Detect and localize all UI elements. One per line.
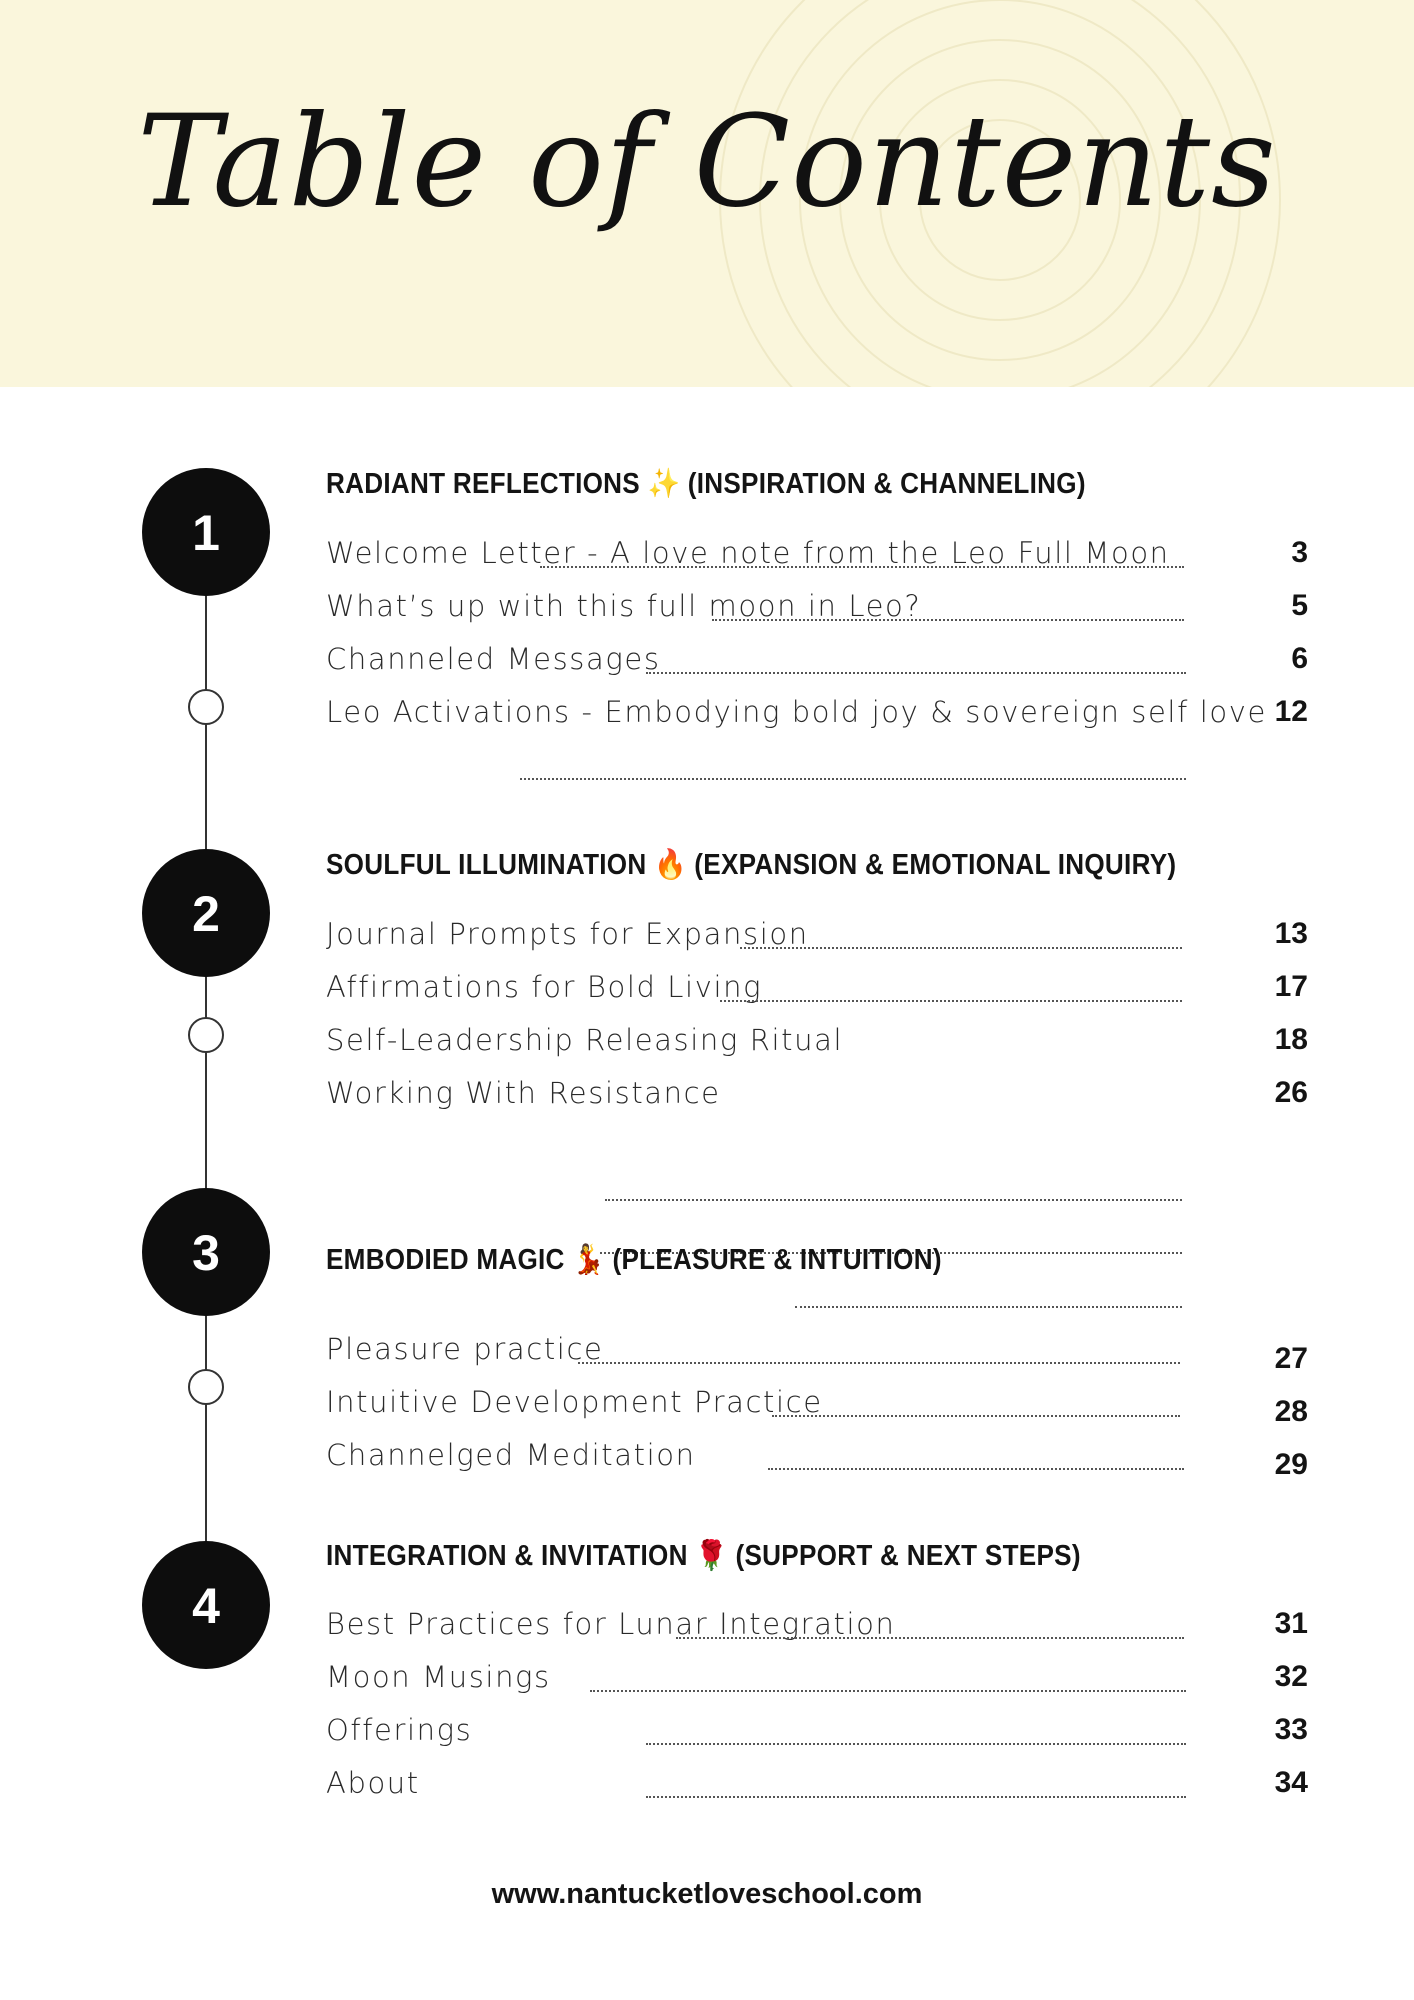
dot-leader xyxy=(605,1199,1182,1201)
toc-entry-page: 18 xyxy=(1274,1023,1308,1056)
section-number: 3 xyxy=(192,1225,220,1281)
toc-entry[interactable] xyxy=(0,917,1414,957)
dot-leader xyxy=(795,1306,1182,1308)
toc-entry-label: Working With Resistance xyxy=(326,1076,721,1110)
toc-entry-label: Best Practices for Lunar Integration xyxy=(326,1607,896,1641)
dot-leader xyxy=(676,1637,1184,1639)
section-title: RADIANT REFLECTIONS ✨ (INSPIRATION & CHANNELING) xyxy=(326,468,1086,500)
toc-entry-page: 33 xyxy=(1274,1713,1308,1746)
section-number: 1 xyxy=(192,505,220,561)
section-title: SOULFUL ILLUMINATION 🔥 (EXPANSION & EMOTIONAL INQUIRY) xyxy=(326,849,1177,881)
toc-entry-label: Offerings xyxy=(326,1713,473,1747)
toc-entry-label: About xyxy=(326,1766,420,1800)
toc-entry[interactable] xyxy=(0,1660,1414,1700)
dot-leader xyxy=(720,1000,1182,1002)
toc-entry-label: What’s up with this full moon in Leo? xyxy=(326,589,922,623)
toc-entry-page: 34 xyxy=(1274,1766,1308,1799)
toc-entry-label: Pleasure practice xyxy=(326,1332,604,1366)
section-number: 4 xyxy=(192,1578,220,1634)
section-number: 2 xyxy=(192,886,220,942)
toc-entry[interactable] xyxy=(0,1023,1414,1063)
dot-leader xyxy=(578,1362,1180,1364)
toc-entry-page: 28 xyxy=(1274,1395,1308,1428)
toc-entry-page: 29 xyxy=(1274,1448,1308,1481)
toc-entry[interactable] xyxy=(0,1766,1414,1806)
toc-entry[interactable] xyxy=(0,589,1414,629)
dot-leader xyxy=(646,1796,1186,1798)
dot-leader xyxy=(520,778,1186,780)
dot-leader xyxy=(646,1743,1186,1745)
toc-entry-label: Intuitive Development Practice xyxy=(326,1385,823,1419)
toc-entry-page: 13 xyxy=(1274,917,1308,950)
section-title: INTEGRATION & INVITATION 🌹 (SUPPORT & NEXT STEPS) xyxy=(326,1540,1081,1572)
section-title: EMBODIED MAGIC 💃 (PLEASURE & INTUITION) xyxy=(326,1244,942,1276)
toc-entry-label: Channelged Meditation xyxy=(326,1438,696,1472)
toc-entry-label: Journal Prompts for Expansion xyxy=(326,917,809,951)
toc-entry-page: 17 xyxy=(1274,970,1308,1003)
toc-entry-label: Welcome Letter - A love note from the Leo Full Moon xyxy=(326,536,1170,570)
toc-entry[interactable] xyxy=(0,1385,1414,1428)
toc-entry[interactable] xyxy=(0,1332,1414,1375)
toc-entry-label: Moon Musings xyxy=(326,1660,551,1694)
dot-leader xyxy=(712,619,1184,621)
dot-leader xyxy=(740,947,1182,949)
dot-leader xyxy=(540,566,1184,568)
dot-leader xyxy=(772,1415,1180,1417)
toc-entry-label: Channeled Messages xyxy=(326,642,661,676)
toc-entry-page: 31 xyxy=(1274,1607,1308,1640)
toc-entry-page: 3 xyxy=(1291,536,1308,569)
toc-entry-label: Self-Leadership Releasing Ritual xyxy=(326,1023,844,1057)
toc-entry-page: 12 xyxy=(1274,695,1308,728)
toc-entry-page: 32 xyxy=(1274,1660,1308,1693)
toc-entry-page: 6 xyxy=(1291,642,1308,675)
toc-entry-label: Affirmations for Bold Living xyxy=(326,970,763,1004)
toc-entry[interactable] xyxy=(0,1607,1414,1647)
page-title: Table of Contents xyxy=(137,88,1277,235)
footer-website-link[interactable]: www.nantucketloveschool.com xyxy=(491,1878,923,1910)
dot-leader xyxy=(768,1468,1184,1470)
toc-entry-page: 26 xyxy=(1274,1076,1308,1109)
dot-leader xyxy=(590,1690,1186,1692)
toc-entry-label: Leo Activations - Embodying bold joy & sovereign self love xyxy=(326,695,1267,729)
toc-entry[interactable] xyxy=(0,970,1414,1010)
toc-entry[interactable] xyxy=(0,695,1414,735)
toc-entry[interactable] xyxy=(0,1713,1414,1753)
dot-leader xyxy=(646,672,1186,674)
toc-entry[interactable] xyxy=(0,642,1414,682)
toc-entry-page: 5 xyxy=(1291,589,1308,622)
toc-entry[interactable] xyxy=(0,1438,1414,1481)
toc-entry-page: 27 xyxy=(1274,1342,1308,1375)
toc-entry[interactable] xyxy=(0,536,1414,576)
toc-entry[interactable] xyxy=(0,1076,1414,1116)
